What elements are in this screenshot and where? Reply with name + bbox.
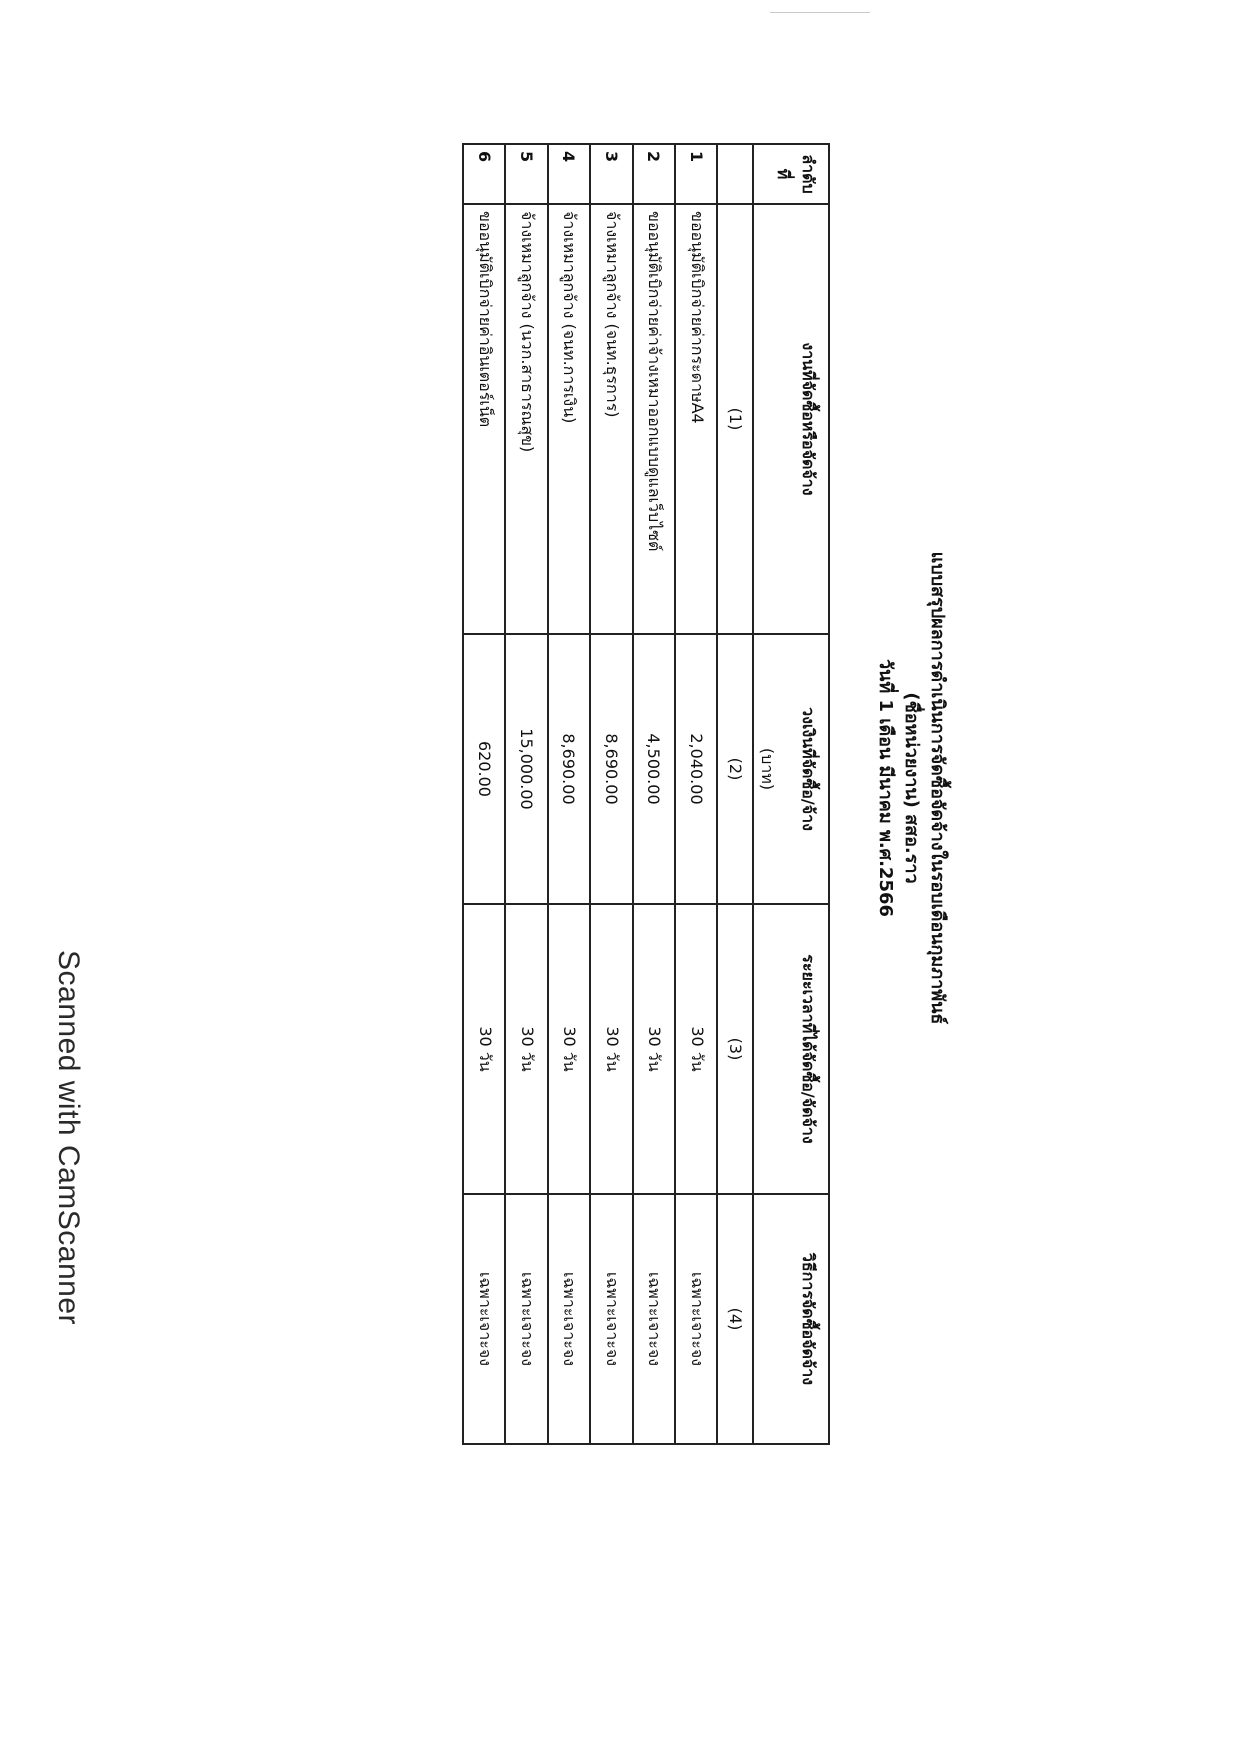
row-amount: 8,690.00 (590, 634, 632, 904)
row-amount: 4,500.00 (633, 634, 675, 904)
report-agency: (ชื่อหน่วยงาน) สสอ.ราว (901, 692, 922, 884)
row-method: เฉพาะเจาะจง (675, 1194, 717, 1444)
report-title: แบบสรุปผลการดำเนินการจัดซื้อจัดจ้างในรอบเดือนกุมภาพันธ์ (927, 551, 948, 1025)
camscanner-watermark: Scanned with CamScanner (52, 950, 85, 1326)
row-method: เฉพาะเจาะจง (633, 1194, 675, 1444)
row-index: 1 (675, 144, 717, 204)
row-job: ขออนุมัติเบิกจ่ายค่าจ้างเหมาออกแบบดูแลเว็บไซต์ (633, 204, 675, 634)
table-row (590, 144, 632, 1444)
row-index: 5 (505, 144, 547, 204)
report-date: วันที่ 1 เดือน มีนาคม พ.ศ.2566 (875, 658, 896, 918)
row-job: จ้างเหมาลูกจ้าง (จนท.ธุรการ) (590, 204, 632, 634)
column-number-cell: (4) (717, 1194, 753, 1444)
row-amount: 15,000.00 (505, 634, 547, 904)
table-row (505, 144, 547, 1444)
row-amount: 2,040.00 (675, 634, 717, 904)
header-job: งานที่จัดซื้อหรือจัดจ้าง (753, 204, 829, 634)
header-amount (753, 634, 829, 904)
table-row (633, 144, 675, 1444)
rotated-document-page (474, 118, 950, 1458)
column-number-cell: (3) (717, 904, 753, 1194)
row-index: 6 (463, 144, 505, 204)
header-index: ลำดับที่ (753, 144, 829, 204)
row-duration: 30 วัน (590, 904, 632, 1194)
header-duration: ระยะเวลาที่ได้จัดซื้อ/จัดจ้าง (753, 904, 829, 1194)
row-amount: 8,690.00 (548, 634, 590, 904)
row-job: ขออนุมัติเบิกจ่ายค่าอินเตอร์เน็ต (463, 204, 505, 634)
row-method: เฉพาะเจาะจง (463, 1194, 505, 1444)
row-duration: 30 วัน (463, 904, 505, 1194)
row-index: 3 (590, 144, 632, 204)
row-job: จ้างเหมาลูกจ้าง (จนท.การเงิน) (548, 204, 590, 634)
column-number-cell: (1) (717, 204, 753, 634)
row-index: 2 (633, 144, 675, 204)
row-method: เฉพาะเจาะจง (548, 1194, 590, 1444)
table-row (463, 144, 505, 1444)
table-header-row (753, 144, 829, 1444)
row-amount: 620.00 (463, 634, 505, 904)
row-duration: 30 วัน (548, 904, 590, 1194)
column-number-row (717, 144, 753, 1444)
header-method: วิธีการจัดซื้อจัดจ้าง (753, 1194, 829, 1444)
procurement-summary-table (462, 143, 830, 1445)
row-job: จ้างเหมาลูกจ้าง (นวก.สาธารณสุข) (505, 204, 547, 634)
row-index: 4 (548, 144, 590, 204)
header-amount-line1: วงเงินที่จัดซื้อ/จ้าง (799, 707, 818, 831)
column-number-cell (717, 144, 753, 204)
row-duration: 30 วัน (675, 904, 717, 1194)
row-method: เฉพาะเจาะจง (505, 1194, 547, 1444)
table-row (548, 144, 590, 1444)
row-job: ขออนุมัติเบิกจ่ายค่ากระดาษA4 (675, 204, 717, 634)
header-amount-line2: (บาท) (758, 747, 777, 791)
scan-artifact-line (770, 12, 870, 13)
row-duration: 30 วัน (633, 904, 675, 1194)
report-header (872, 118, 950, 1458)
row-duration: 30 วัน (505, 904, 547, 1194)
row-method: เฉพาะเจาะจง (590, 1194, 632, 1444)
column-number-cell: (2) (717, 634, 753, 904)
table-row (675, 144, 717, 1444)
